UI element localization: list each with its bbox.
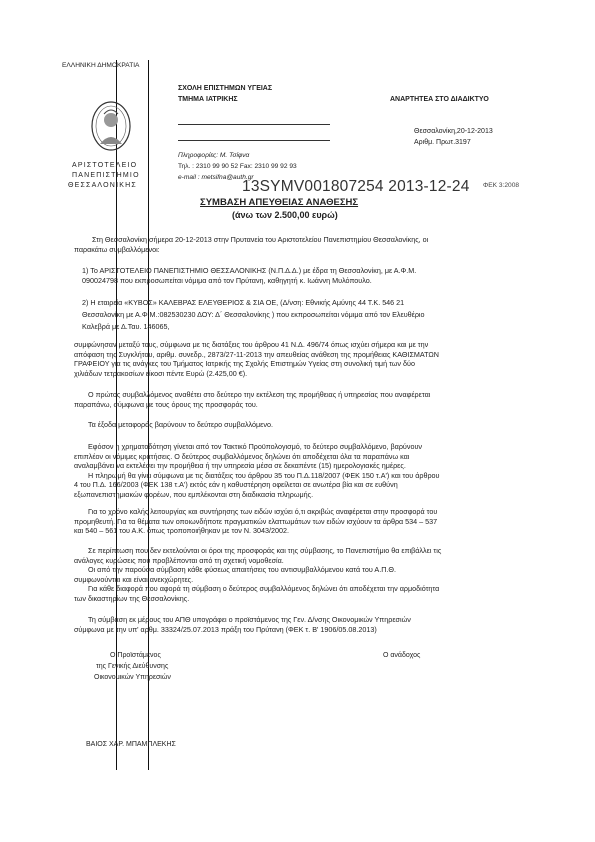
info-contact: Πληροφορίες: Μ. Τσίφνα <box>178 152 250 159</box>
party-1-paragraph <box>82 266 544 285</box>
party-1-line-1: 1) Το ΑΡΙΣΤΟΤΕΛΕΙΟ ΠΑΝΕΠΙΣΤΗΜΙΟ ΘΕΣΣΑΛΟΝΙΚΗΣ (Ν.Π.Δ.Δ.) με έδρα τη Θεσσαλονίκη, με Α.Φ.Μ. <box>82 266 417 275</box>
signatory-left-title-2: της Γενικής Διεύθυνσης <box>96 663 169 670</box>
phone-fax: Τηλ. : 2310 99 90 52 Fax: 2310 99 92 93 <box>178 163 297 170</box>
contract-title: ΣΥΜΒΑΣΗ ΑΠΕΥΘΕΙΑΣ ΑΝΑΘΕΣΗΣ <box>200 197 359 208</box>
warranty-line-3: και 540 – 561 του Α.Κ. όπως τροποποιήθηκαν με τον Ν. 3043/2002. <box>74 526 289 536</box>
signatory-left-title-3: Οικονομικών Υπηρεσιών <box>94 674 171 681</box>
protocol-number: Αριθμ. Πρωτ.3197 <box>414 139 471 146</box>
breach-line-2: ανάλογες κυρώσεις που προβλέπονται από τη σχετική νομοθεσία. <box>74 555 284 565</box>
agreement-line-3: ΓΡΑΦΕΙΟΥ για τις ανάγκες του Τμήματος Ιατρικής της Σχολής Επιστημών Υγείας στη συνολική τιμή των δύο <box>74 359 415 369</box>
agreement-paragraph <box>74 340 544 378</box>
ada-small-code: ΦΕΚ 3:2008 <box>483 182 520 189</box>
funding-line-4: Η πληρωμή θα γίνει σύμφωνα με τις διατάξεις του άρθρου 35 του Π.Δ.118/2007 (ΦΕΚ 150 τ.Α') και του άρθρου <box>88 470 440 480</box>
intro-line-2: παρακάτω συμβαλλόμενοι: <box>74 244 160 254</box>
contract-subtitle: (άνω των 2.500,00 ευρώ) <box>232 210 338 220</box>
ada-code: 13SYMV001807254 2013-12-24 <box>242 178 470 195</box>
party-2-line-1: 2) Η εταιρεία «ΚΥΒΟΣ» ΚΑΛΕΒΡΑΣ ΕΛΕΥΘΕΡΙΟΣ & ΣΙΑ ΟΕ, (Δ/νση: Εθνικής Αμύνης 44 Τ.Κ. 546 21 <box>82 298 405 307</box>
header-rule-1 <box>178 124 330 125</box>
state-label: ΕΛΛΗΝΙΚΗ ΔΗΜΟΚΡΑΤΙΑ <box>62 62 140 69</box>
breach-line-1: Σε περίπτωση που δεν εκτελούνται οι όροι της προσφοράς και της σύμβασης, το Πανεπιστήμιο θα επιβάλλει τις <box>88 546 442 555</box>
post-online-notice: ΑΝΑΡΤΗΤΕΑ ΣΤΟ ΔΙΑΔΙΚΤΥΟ <box>390 96 489 103</box>
university-name-line2: ΠΑΝΕΠΙΣΤΗΜΙΟ <box>72 172 140 179</box>
breach-line-4: συμφωνούνται και είναι ανεκχώρητες. <box>74 574 194 584</box>
signature-authority-line-2: σύμφωνα με την υπ' αρθμ. 33324/25.07.2013 πράξη του Πρύτανη (ΦΕΚ τ. Β' 1906/05.08.2013) <box>74 624 377 634</box>
funding-paragraph <box>74 442 544 500</box>
breach-line-5: Για κάθε διαφορά που αφορά τη σύμβαση ο δεύτερος συμβαλλόμενος δηλώνει ότι αποδέχεται την αρμοδιότητα <box>88 584 440 594</box>
signatory-left-title-1: Ο Προϊστάμενος <box>110 652 161 659</box>
funding-line-5: 4 του Π.Δ. 166/2003 (ΦΕΚ 138 τ.Α') εκτός εάν η καθυστέρηση οφείλεται σε ανωτέρα βία και σε ευθύνη <box>74 480 398 490</box>
agreement-line-2: απόφαση της Συγκλήτου, αριθμ. συνεδρ., 2873/27-11-2013 την απευθείας ανάθεση της προμήθειας ΚΑΘΙΣΜΑΤΩΝ <box>74 349 439 359</box>
university-name-line3: ΘΕΣΣΑΛΟΝΙΚΗΣ <box>68 182 137 189</box>
university-name-line1: ΑΡΙΣΤΟΤΕΛΕΙΟ <box>72 162 138 169</box>
warranty-line-2: προμηθευτή. Για τα θέματα των οποιωνδήποτε πραγματικών ελαττωμάτων των ειδών ισχύουν τα άρθρα 534 – 537 <box>74 516 438 526</box>
warranty-line-1: Για το χρόνο καλής λειτουργίας και συντήρησης των ειδών ισχύει ό,τι ακριβώς αναφέρεται στην προσφορά του <box>88 507 438 516</box>
place-date: Θεσσαλονίκη,20-12-2013 <box>414 128 493 135</box>
party-2-paragraph <box>82 297 544 333</box>
funding-line-6: εξωπανεπιστημιακών φορέων, που εμπλέκονται στη διαδικασία πληρωμής. <box>74 489 314 499</box>
first-party-line-2: παραπάνω, σύμφωνα με τους όρους της προσφοράς του. <box>74 399 258 409</box>
transport-paragraph <box>74 420 544 430</box>
agreement-line-4: χιλιάδων τετρακοσίων είκοσι πέντε Ευρώ (2.425,00 €). <box>74 368 248 378</box>
party-1-line-2: 090024798 που εκπροσωπείται νόμιμα από τον Πρύτανη, καθηγητή κ. Ιωάννη Μυλόπουλο. <box>82 275 372 285</box>
intro-paragraph <box>74 235 544 254</box>
department-name: ΤΜΗΜΑ ΙΑΤΡΙΚΗΣ <box>178 96 238 103</box>
party-2-line-3: Καλεβρά με Δ.Ταυ. 146065, <box>82 322 170 331</box>
party-2-line-2: Θεσσαλονίκη με Α.Φ.Μ.:082530230 ΔΟΥ: Δ΄ Θεσσαλονίκης ) που εκπροσωπείται νόμιμα από τον Ελευθέριο <box>82 310 425 319</box>
funding-line-1: Εφόσον η χρηματοδότηση γίνεται από τον Τακτικό Προϋπολογισμό, το δεύτερο συμβαλλόμενο, βαρύνουν <box>88 442 422 451</box>
breach-paragraph <box>74 546 544 604</box>
funding-line-2: επιπλέον οι νόμιμες κρατήσεις. Ο δεύτερος συμβαλλόμενος δηλώνει ότι αποδέχεται όλα τα παραπάνω και <box>74 451 410 461</box>
signatory-left-name: ΒΑΙΟΣ ΧΑΡ. ΜΠΑΜΠΛΕΚΗΣ <box>86 741 176 748</box>
header-rule-2 <box>178 140 330 141</box>
intro-line-1: Στη Θεσσαλονίκη σήμερα 20-12-2013 στην Πρυτανεία του Αριστοτελείου Πανεπιστημίου Θεσσαλονίκης, οι <box>92 235 429 244</box>
email: e-mail : metsifna@auth.gr <box>178 174 254 181</box>
first-party-paragraph <box>74 390 544 409</box>
signatory-right-title: Ο ανάδοχος <box>383 652 421 659</box>
signature-authority-line-1: Τη σύμβαση εκ μέρους του ΑΠΘ υπογράφει ο προϊστάμενος της Γεν. Δ/νσης Οικονομικών Υπηρεσιών <box>88 615 411 624</box>
funding-line-3: αναλαμβάνει να εκτελέσει την προμήθεια ή την υπηρεσία μέσα σε δεκαπέντε (15) ημερολογιακές ημέρες. <box>74 461 406 471</box>
first-party-line-1: Ο πρώτος συμβαλλόμενος αναθέτει στο δεύτερο την εκτέλεση της προμήθειας ή υπηρεσίας που αναφέρεται <box>88 390 431 399</box>
agreement-line-1: συμφώνησαν μεταξύ τους, σύμφωνα με τις διατάξεις του άρθρου 41 Ν.Δ. 496/74 όπως ισχύει σήμερα και με την <box>74 340 429 349</box>
breach-line-6: των δικαστηρίων της Θεσσαλονίκης. <box>74 593 190 603</box>
university-seal-logo <box>88 100 134 156</box>
transport-line-1: Τα έξοδα μεταφοράς βαρύνουν το δεύτερο συμβαλλόμενο. <box>88 420 273 429</box>
signature-authority-paragraph <box>74 615 544 634</box>
warranty-paragraph <box>74 507 544 536</box>
school-name: ΣΧΟΛΗ ΕΠΙΣΤΗΜΩΝ ΥΓΕΙΑΣ <box>178 85 273 92</box>
breach-line-3: Οι από την παρούσα σύμβαση κάθε φύσεως απαιτήσεις του αντισυμβαλλόμενου κατά του Α.Π.Θ. <box>88 565 396 575</box>
